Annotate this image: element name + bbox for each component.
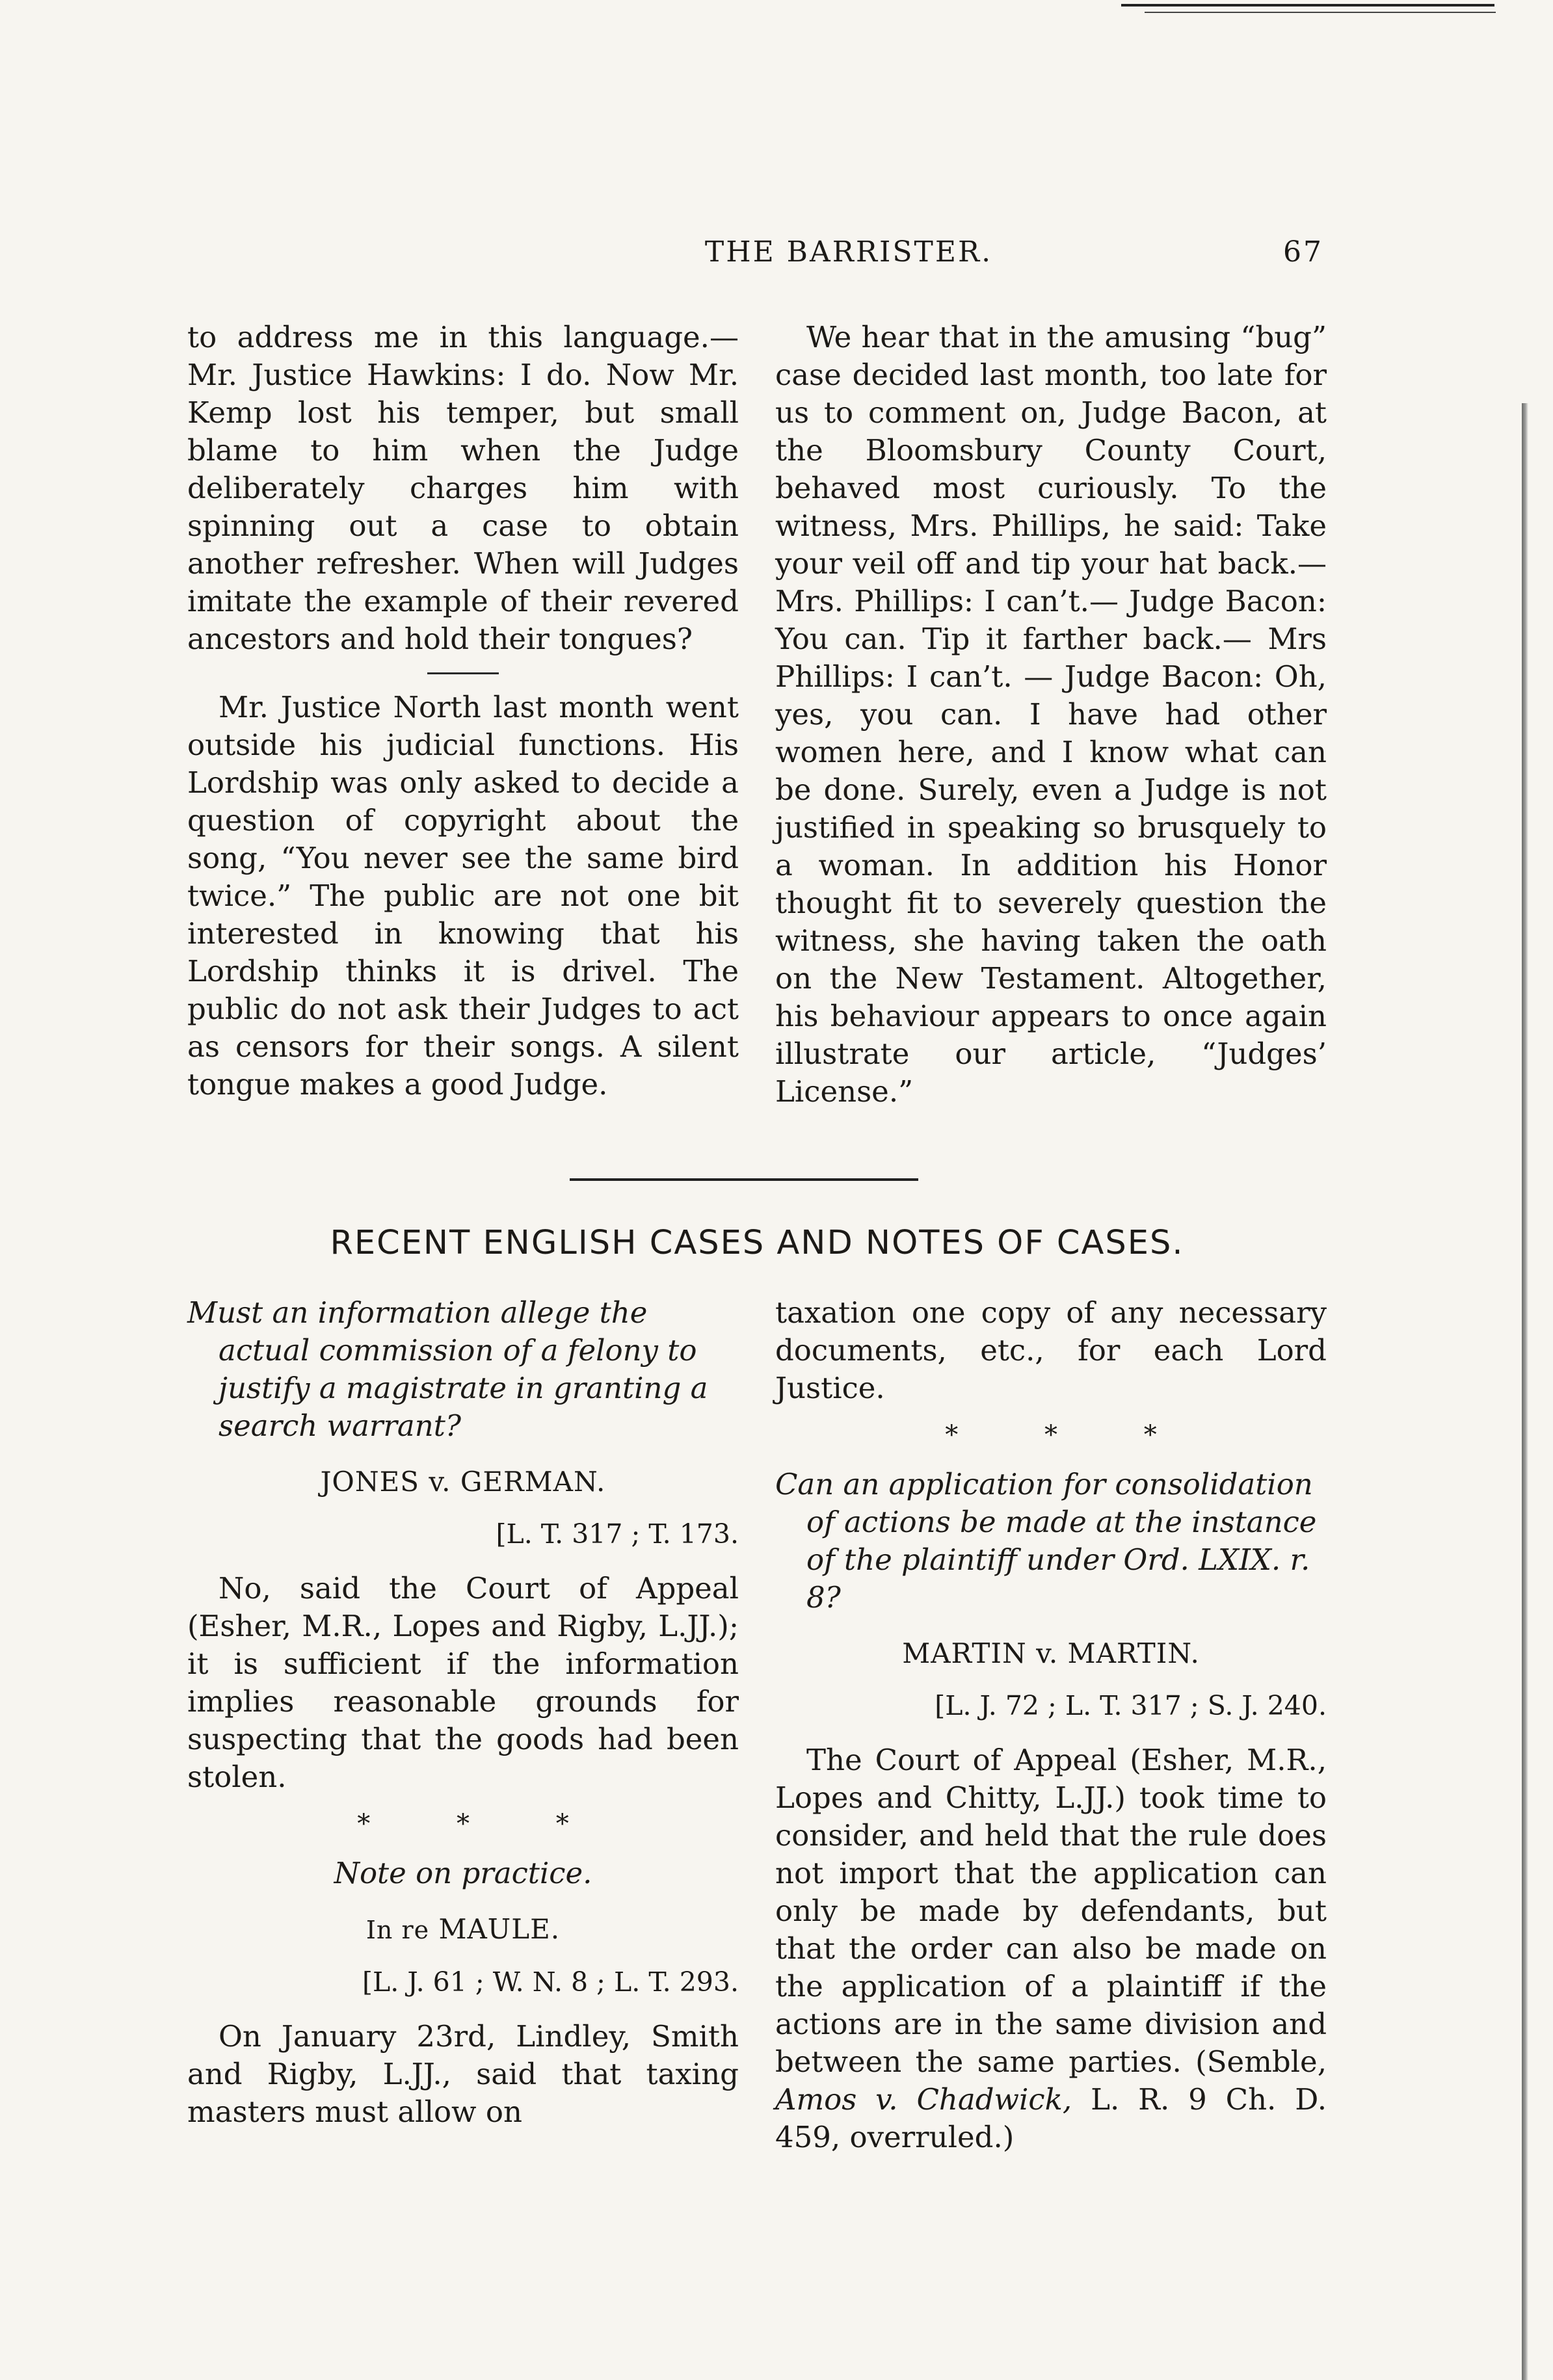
page-number: 67 xyxy=(1283,235,1323,269)
section-heading: RECENT ENGLISH CASES AND NOTES OF CASES. xyxy=(330,1224,1184,1262)
case-name-2 xyxy=(187,1911,739,1949)
case-body-1: No, said the Court of Appeal (Esher, M.R., Lopes and Rigby, L.JJ.); it is sufficient if the information implies reasonable grounds for suspecting that the goods had been stolen. xyxy=(187,1571,739,1794)
scan-top-rule-thin xyxy=(1145,12,1496,13)
case-name-1: JONES v. GERMAN. xyxy=(320,1466,606,1498)
case-question-3: Can an application for consolidation of actions be made at the instance of the plaintiff under Ord. LXIX. r. 8? xyxy=(775,1467,1317,1615)
case-body-3 xyxy=(775,1741,1327,2156)
case-body-3-end: L. R. 9 Ch. D. 459, overruled.) xyxy=(775,2082,1327,2154)
case-body-2-continued: taxation one copy of any necessary documents, etc., for each Lord Justice. xyxy=(775,1295,1327,1405)
case-citation-1: [L. T. 317 ; T. 173. xyxy=(496,1518,739,1550)
scan-top-rule xyxy=(1121,4,1494,7)
section-stars-2: * * * xyxy=(945,1420,1196,1450)
running-header xyxy=(374,235,1323,281)
section-stars: * * * xyxy=(357,1809,608,1839)
scan-page-edge xyxy=(1522,403,1528,2380)
column-3 xyxy=(187,1294,739,2131)
journal-title: THE BARRISTER. xyxy=(704,235,993,269)
column-4 xyxy=(775,1294,1327,2156)
case-citation-3: [L. J. 72 ; L. T. 317 ; S. J. 240. xyxy=(935,1690,1327,1721)
case-name-3: MARTIN v. MARTIN. xyxy=(902,1637,1200,1669)
case-body-3-cited-case: Amos v. Chadwick, xyxy=(775,2082,1072,2117)
col1-paragraph-2: Mr. Justice North last month went outside his judicial functions. His Lordship was only asked to decide a question of copyright about the song, “You never see the same bird twice.” The public are not one bit interested in knowing that his Lordship thinks it is drivel. The public do not ask their Judges to act as censors for their songs. A silent tongue makes a good Judge. xyxy=(187,690,739,1102)
case-name-2-prefix: In re xyxy=(365,1916,430,1944)
column-2 xyxy=(775,319,1327,1111)
case-citation-2: [L. J. 61 ; W. N. 8 ; L. T. 293. xyxy=(362,1966,739,1998)
col2-paragraph-1: We hear that in the amusing “bug” case decided last month, too late for us to comment on, Judge Bacon, at the Bloomsbury County Court, behaved most curiously. To the witness, Mrs. Phillips, he said: Take your veil off and tip your hat back.—Mrs. Phillips: I can’t.— Judge Bacon: You can. Tip it farther back.— Mrs Phillips: I can’t. — Judge Bacon: Oh, yes, you can. I have had other women here, and I know what can be done. Surely, even a Judge is not justified in speaking so brusquely to a woman. In addition his Honor thought fit to severely question the witness, she having taken the oath on the New Testament. Altogether, his behaviour appears to once again illustrate our article, “Judges’ License.” xyxy=(775,320,1327,1109)
section-divider xyxy=(570,1178,918,1181)
case-question-1: Must an information allege the actual commission of a felony to justify a magistrate in granting a search warrant? xyxy=(187,1295,708,1443)
case-body-2: On January 23rd, Lindley, Smith and Rigby, L.JJ., said that taxing masters must allow on xyxy=(187,2019,739,2129)
case-body-3-text: The Court of Appeal (Esher, M.R., Lopes and Chitty, L.JJ.) took time to consider, and held that the rule does not import that the application can only be made by defendants, but that the order can also be made on the application of a plaintiff if the actions are in the same division and between the same parties. (Semble, xyxy=(775,1743,1327,2079)
note-title: Note on practice. xyxy=(334,1856,592,1890)
short-rule xyxy=(427,672,499,674)
col1-paragraph-1: to address me in this language.— Mr. Justice Hawkins: I do. Now Mr. Kemp lost his temper, but small blame to him when the Judge deliberately charges him with spinning out a case to obtain another refresher. When will Judges imitate the example of their revered ancestors and hold their tongues? xyxy=(187,320,739,656)
column-1 xyxy=(187,319,739,1104)
case-name-2-name: MAULE. xyxy=(438,1913,561,1945)
